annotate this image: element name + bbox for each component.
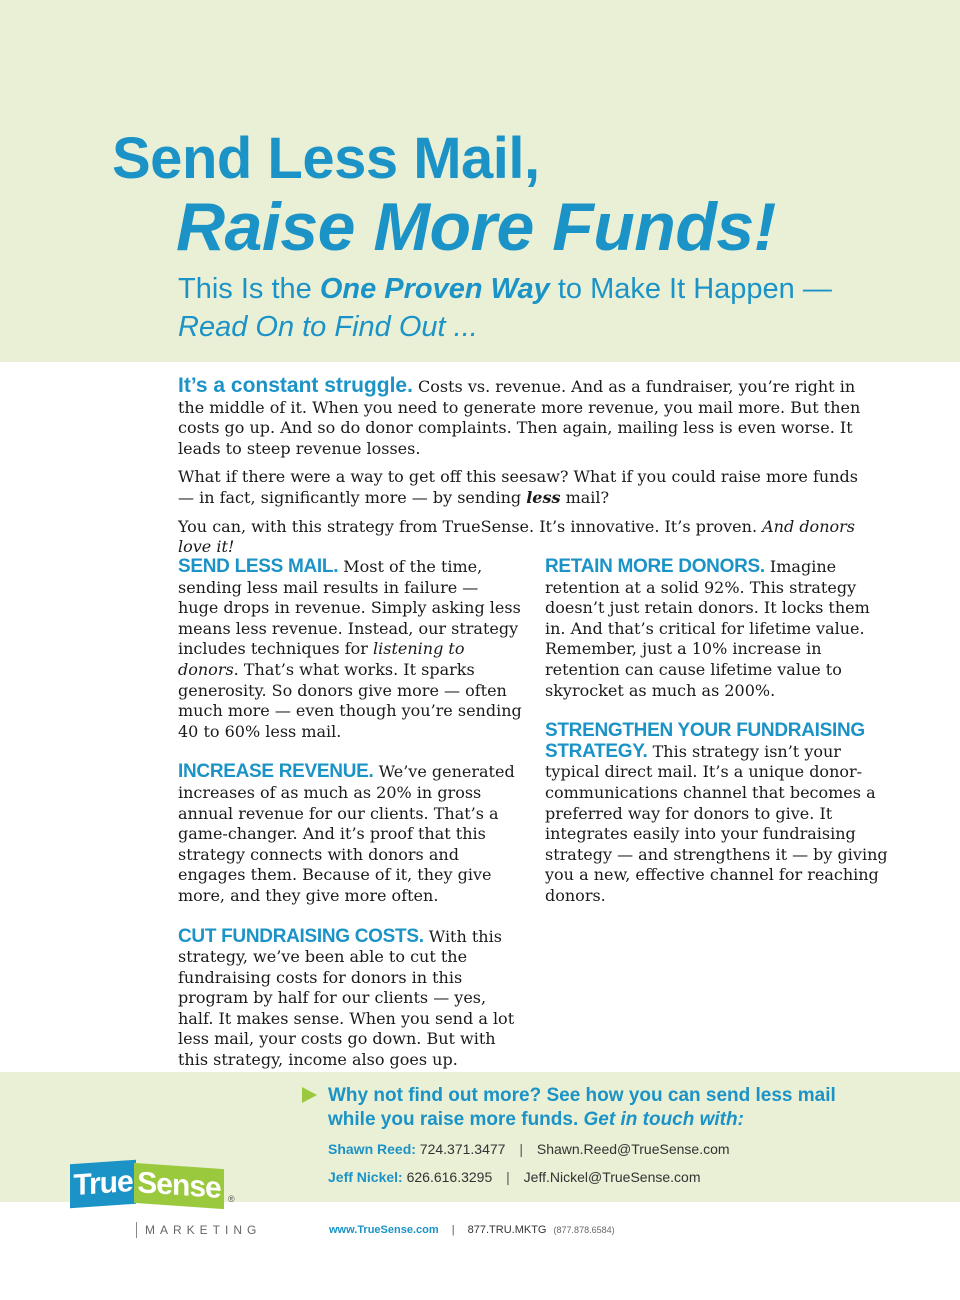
- separator: |: [451, 1224, 455, 1236]
- company-phone[interactable]: 877.TRU.MKTG: [467, 1224, 547, 1236]
- headline-line1: Send Less Mail,: [112, 126, 540, 191]
- intro-p2-emphasis: less: [526, 487, 561, 507]
- subheadline-line2: Read On to Find Out ...: [178, 311, 478, 343]
- arrow-right-icon: [302, 1087, 317, 1103]
- intro-paragraph-2: [178, 467, 878, 508]
- intro-p2-end: mail?: [560, 487, 610, 507]
- section-body: This strategy isn’t your typical direct mail. It’s a unique donor-communications channel that becomes a preferred way for donors to give. It integrates easily into your fundraising strategy — and strengthens it — by giving you a new, effective channel for reaching donors.: [545, 741, 888, 905]
- intro-p3-text: You can, with this strategy from TrueSense. It’s innovative. It’s proven.: [178, 516, 763, 536]
- section-body: Imagine retention at a solid 92%. This strategy doesn’t just retain donors. It locks them in. And that’s critical for lifetime value. Remember, just a 10% increase in retention can cause lifetime value to skyrocket as much as 200%.: [545, 557, 870, 700]
- contact-row: [328, 1169, 701, 1185]
- section-emphasis: listening to donors: [178, 639, 465, 679]
- intro-lead: It’s a constant struggle.: [178, 374, 413, 397]
- contact-phone[interactable]: 724.371.3477: [419, 1141, 506, 1157]
- headline-line2: Raise More Funds!: [176, 189, 776, 265]
- section-heading: RETAIN MORE DONORS.: [545, 556, 765, 577]
- section-send-less-mail: [178, 557, 523, 742]
- section-heading: CUT FUNDRAISING COSTS.: [178, 925, 424, 947]
- logo-true: True: [70, 1160, 136, 1209]
- section-body-end: . That’s what works. It sparks generosity. So donors give more — often much more — even though you’re sending 40 to 60% less mail.: [178, 659, 522, 741]
- contact-name: Shawn Reed:: [328, 1141, 416, 1157]
- website-line: [329, 1224, 615, 1236]
- contact-row: [328, 1141, 730, 1157]
- section-heading: STRENGTHEN YOUR FUNDRAISING STRATEGY.: [545, 720, 865, 762]
- section-increase-revenue: [178, 762, 523, 906]
- call-to-action: [328, 1084, 888, 1132]
- logo-tagline: MARKETING: [136, 1222, 261, 1238]
- cta-text: Why not find out more? See how you can send less mail while you raise more funds.: [328, 1085, 836, 1130]
- separator: |: [519, 1141, 523, 1157]
- logo-sense: Sense: [134, 1163, 224, 1209]
- footer-white-area: [292, 1202, 960, 1300]
- subheadline-part1: This Is the: [178, 273, 320, 305]
- truesense-logo: [70, 1162, 270, 1252]
- section-retain-donors: [545, 557, 890, 701]
- company-phone-numeric: (877.878.6584): [553, 1225, 615, 1235]
- intro-p3-emphasis: And donors love it!: [178, 516, 855, 557]
- intro-paragraph-1: [178, 376, 878, 459]
- section-strengthen-strategy: [545, 721, 890, 906]
- left-column: [178, 557, 523, 1091]
- section-body: With this strategy, we’ve been able to cut the fundraising costs for donors in this program by half for our clients — yes, half. It makes sense. When you send a lot less mail, your costs go down. But with this strategy, income also goes up.: [178, 926, 515, 1070]
- section-body: We’ve generated increases of as much as 20% in gross annual revenue for our clients. That’s a game-changer. And it’s proof that this strategy connects with donors and engages them. Because of it, they give more, and they give more often.: [178, 762, 515, 905]
- contact-email[interactable]: Jeff.Nickel@TrueSense.com: [523, 1169, 701, 1185]
- subheadline-emphasis: One Proven Way: [319, 273, 550, 305]
- cta-emphasis: Get in touch with:: [583, 1109, 744, 1130]
- intro: [178, 376, 878, 566]
- contact-phone[interactable]: 626.616.3295: [406, 1169, 493, 1185]
- section-heading: INCREASE REVENUE.: [178, 761, 374, 783]
- website-link[interactable]: www.TrueSense.com: [329, 1224, 439, 1236]
- subheadline-part2: to Make It Happen —: [549, 273, 832, 305]
- section-body: Most of the time, sending less mail results in failure — huge drops in revenue. Simply asking less means less revenue. Instead, our strategy includes techniques for: [178, 557, 521, 659]
- registered-mark: ®: [228, 1194, 235, 1204]
- section-heading: SEND LESS MAIL.: [178, 556, 339, 577]
- header-band: [0, 0, 960, 362]
- intro-p2-text: What if there were a way to get off this seesaw? What if you could raise more funds — in fact, significantly more — by sending: [178, 467, 858, 507]
- subheadline: [178, 270, 832, 346]
- intro-paragraph-3: [178, 517, 878, 558]
- separator: |: [506, 1169, 510, 1185]
- intro-p1-text: Costs vs. revenue. And as a fundraiser, you’re right in the middle of it. When you need to generate more revenue, you mail more. But then costs go up. And so do donor complaints. Then again, mailing less is even worse. It leads to steep revenue losses.: [178, 377, 861, 458]
- right-column: [545, 557, 890, 927]
- section-cut-costs: [178, 927, 523, 1071]
- contact-email[interactable]: Shawn.Reed@TrueSense.com: [536, 1141, 730, 1157]
- contact-name: Jeff Nickel:: [328, 1169, 403, 1185]
